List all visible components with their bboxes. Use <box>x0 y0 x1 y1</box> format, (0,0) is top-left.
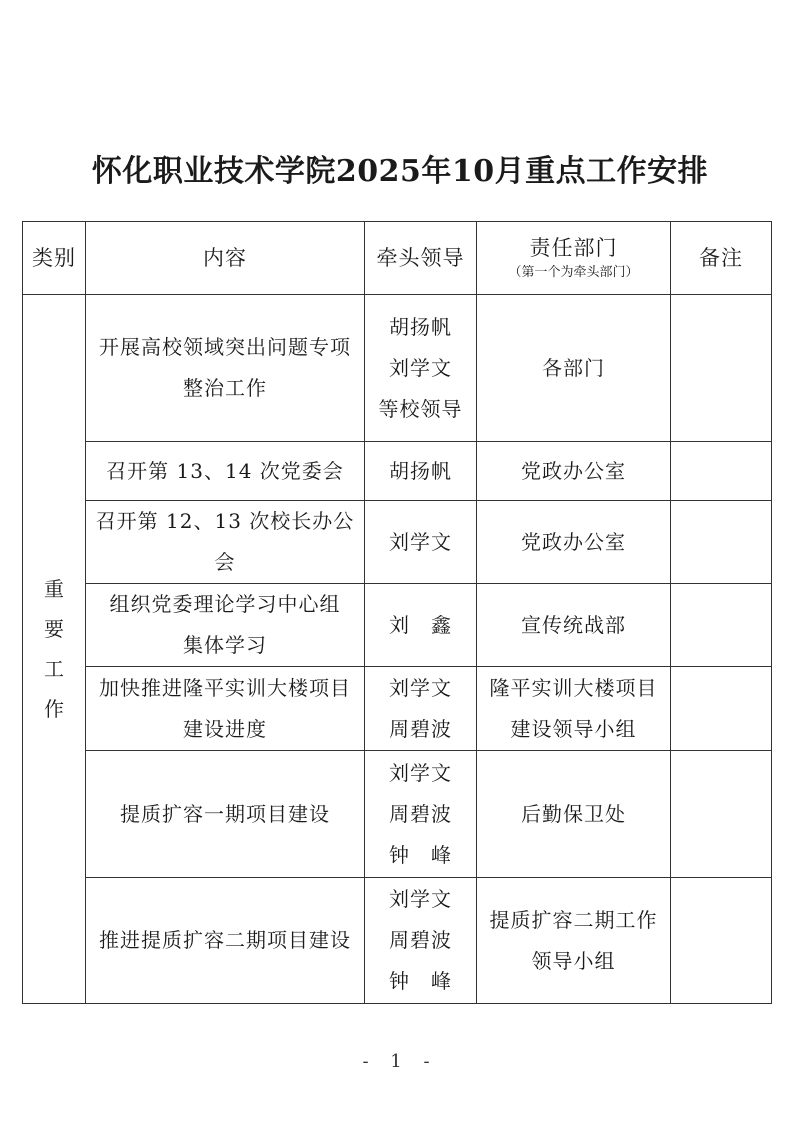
category-char: 工 <box>44 657 64 681</box>
remark-cell <box>671 667 772 751</box>
header-content: 内容 <box>86 222 365 295</box>
header-dept-note: （第一个为牵头部门） <box>508 265 639 280</box>
table-row <box>23 751 772 878</box>
remark-cell <box>671 751 772 878</box>
table-row <box>23 584 772 667</box>
remark-cell <box>671 295 772 442</box>
header-remark: 备注 <box>671 222 772 295</box>
content-cell-line: 集体学习 <box>183 633 267 657</box>
lead-leader-cell-line: 等校领导 <box>378 396 463 421</box>
responsible-dept-cell <box>477 751 671 878</box>
lead-leader-cell-line: 刘学文 <box>389 529 452 554</box>
lead-leader-cell <box>365 751 477 878</box>
responsible-dept-cell <box>477 584 671 667</box>
header-dept-label: 责任部门 <box>529 236 618 260</box>
content-cell-line: 推进提质扩容二期项目建设 <box>99 928 351 952</box>
lead-leader-cell-line: 胡扬帆 <box>389 314 452 339</box>
remark-cell <box>671 584 772 667</box>
lead-leader-cell <box>365 667 477 751</box>
responsible-dept-cell-line: 提质扩容二期工作 <box>489 907 658 932</box>
table-row <box>23 878 772 1004</box>
responsible-dept-cell-line: 党政办公室 <box>521 458 626 483</box>
lead-leader-cell <box>365 295 477 442</box>
content-cell-line: 召开第 13、14 次党委会 <box>106 458 344 483</box>
header-category: 类别 <box>23 222 86 295</box>
category-char: 作 <box>44 697 64 721</box>
lead-leader-cell-line: 钟 峰 <box>389 969 452 993</box>
header-lead-leader: 牵头领导 <box>365 222 477 295</box>
table-row <box>23 501 772 584</box>
table-row <box>23 667 772 751</box>
remark-cell <box>671 501 772 584</box>
responsible-dept-cell <box>477 667 671 751</box>
header-row <box>23 222 772 295</box>
content-cell <box>86 667 365 751</box>
lead-leader-cell-line: 刘 鑫 <box>389 612 452 637</box>
lead-leader-cell-line: 周碧波 <box>389 928 452 952</box>
category-cell <box>23 295 86 1004</box>
content-cell-line: 提质扩容一期项目建设 <box>120 801 330 826</box>
lead-leader-cell-line: 刘学文 <box>389 760 452 785</box>
responsible-dept-cell <box>477 501 671 584</box>
content-cell <box>86 751 365 878</box>
lead-leader-cell-line: 周碧波 <box>389 801 452 826</box>
page-number: - 1 - <box>362 1051 438 1072</box>
responsible-dept-cell-line: 领导小组 <box>531 948 616 973</box>
remark-cell <box>671 878 772 1004</box>
responsible-dept-cell-line: 党政办公室 <box>521 529 626 554</box>
content-cell <box>86 878 365 1004</box>
content-cell-line: 建设进度 <box>183 716 267 741</box>
content-cell-line: 整治工作 <box>183 376 267 400</box>
content-cell <box>86 295 365 442</box>
document-title: 怀化职业技术学院2025年10月重点工作安排 <box>91 154 709 189</box>
lead-leader-cell <box>365 584 477 667</box>
lead-leader-cell-line: 胡扬帆 <box>389 458 452 483</box>
responsible-dept-cell <box>477 295 671 442</box>
work-schedule-table <box>22 221 772 1004</box>
responsible-dept-cell <box>477 878 671 1004</box>
content-cell <box>86 442 365 501</box>
responsible-dept-cell <box>477 442 671 501</box>
lead-leader-cell-line: 周碧波 <box>389 716 452 741</box>
header-responsible-dept <box>477 222 671 295</box>
lead-leader-cell-line: 刘学文 <box>389 355 452 380</box>
lead-leader-cell-line: 刘学文 <box>389 887 452 911</box>
table-row <box>23 295 772 442</box>
category-char: 要 <box>44 617 64 641</box>
responsible-dept-cell-line: 各部门 <box>542 355 605 380</box>
content-cell-line: 召开第 12、13 次校长办公会 <box>95 509 355 574</box>
content-cell-line: 组织党委理论学习中心组 <box>109 592 341 616</box>
lead-leader-cell <box>365 501 477 584</box>
content-cell-line: 加快推进隆平实训大楼项目 <box>99 675 351 700</box>
lead-leader-cell <box>365 878 477 1004</box>
table-body <box>23 295 772 1004</box>
remark-cell <box>671 442 772 501</box>
responsible-dept-cell-line: 后勤保卫处 <box>521 801 626 826</box>
responsible-dept-cell-line: 宣传统战部 <box>521 612 626 637</box>
table-row <box>23 442 772 501</box>
category-char: 重 <box>44 577 64 601</box>
responsible-dept-cell-line: 隆平实训大楼项目 <box>489 675 658 700</box>
lead-leader-cell-line: 刘学文 <box>389 675 452 700</box>
content-cell <box>86 584 365 667</box>
content-cell-line: 开展高校领域突出问题专项 <box>99 335 351 359</box>
content-cell <box>86 501 365 584</box>
responsible-dept-cell-line: 建设领导小组 <box>510 716 637 741</box>
lead-leader-cell-line: 钟 峰 <box>389 842 452 867</box>
lead-leader-cell <box>365 442 477 501</box>
